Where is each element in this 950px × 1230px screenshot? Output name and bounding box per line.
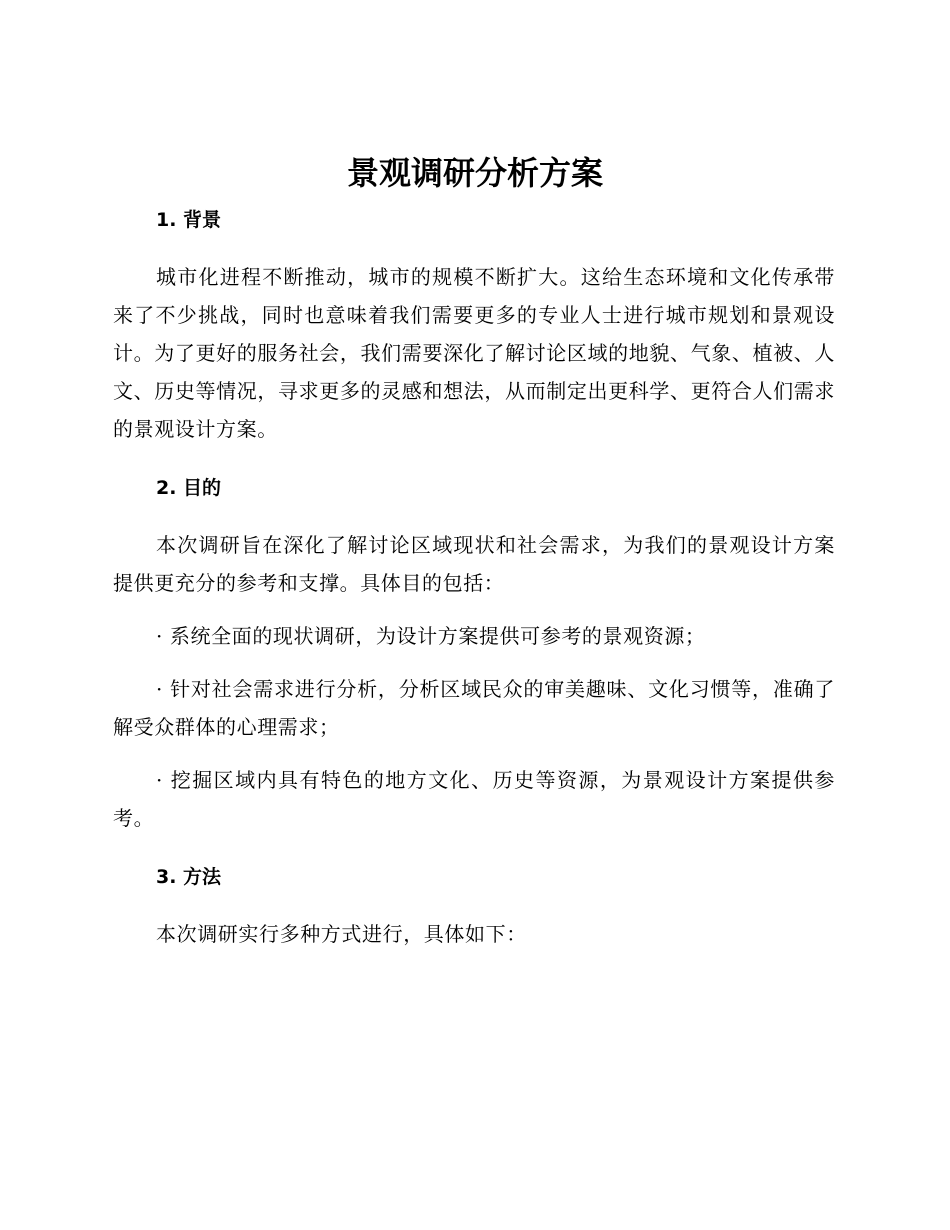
section-heading-method: 3. 方法: [156, 866, 222, 888]
section-heading-background: 1. 背景: [156, 209, 222, 231]
document-body: [113, 202, 835, 968]
purpose-bullet-2: · 针对社会需求进行分析，分析区域民众的审美趣味、文化习惯等，准确了解受众群体的心理需求；: [113, 677, 835, 739]
purpose-bullet-3: · 挖掘区域内具有特色的地方文化、历史等资源，为景观设计方案提供参考。: [113, 768, 835, 830]
background-paragraph: 城市化进程不断推动，城市的规模不断扩大。这给生态环境和文化传承带来了不少挑战，同时也意味着我们需要更多的专业人士进行城市规划和景观设计。为了更好的服务社会，我们需要深化了解讨论区域的地貌、气象、植被、人文、历史等情况，寻求更多的灵感和想法，从而制定出更科学、更符合人们需求的景观设计方案。: [113, 265, 835, 441]
section-heading-purpose: 2. 目的: [156, 477, 222, 499]
document-title: 景观调研分析方案: [346, 154, 603, 192]
purpose-bullet-1: · 系统全面的现状调研，为设计方案提供可参考的景观资源；: [156, 624, 706, 648]
method-intro-paragraph: 本次调研实行多种方式进行，具体如下：: [156, 922, 527, 946]
purpose-intro-paragraph: 本次调研旨在深化了解讨论区域现状和社会需求，为我们的景观设计方案提供更充分的参考和支撑。具体目的包括：: [113, 533, 835, 595]
